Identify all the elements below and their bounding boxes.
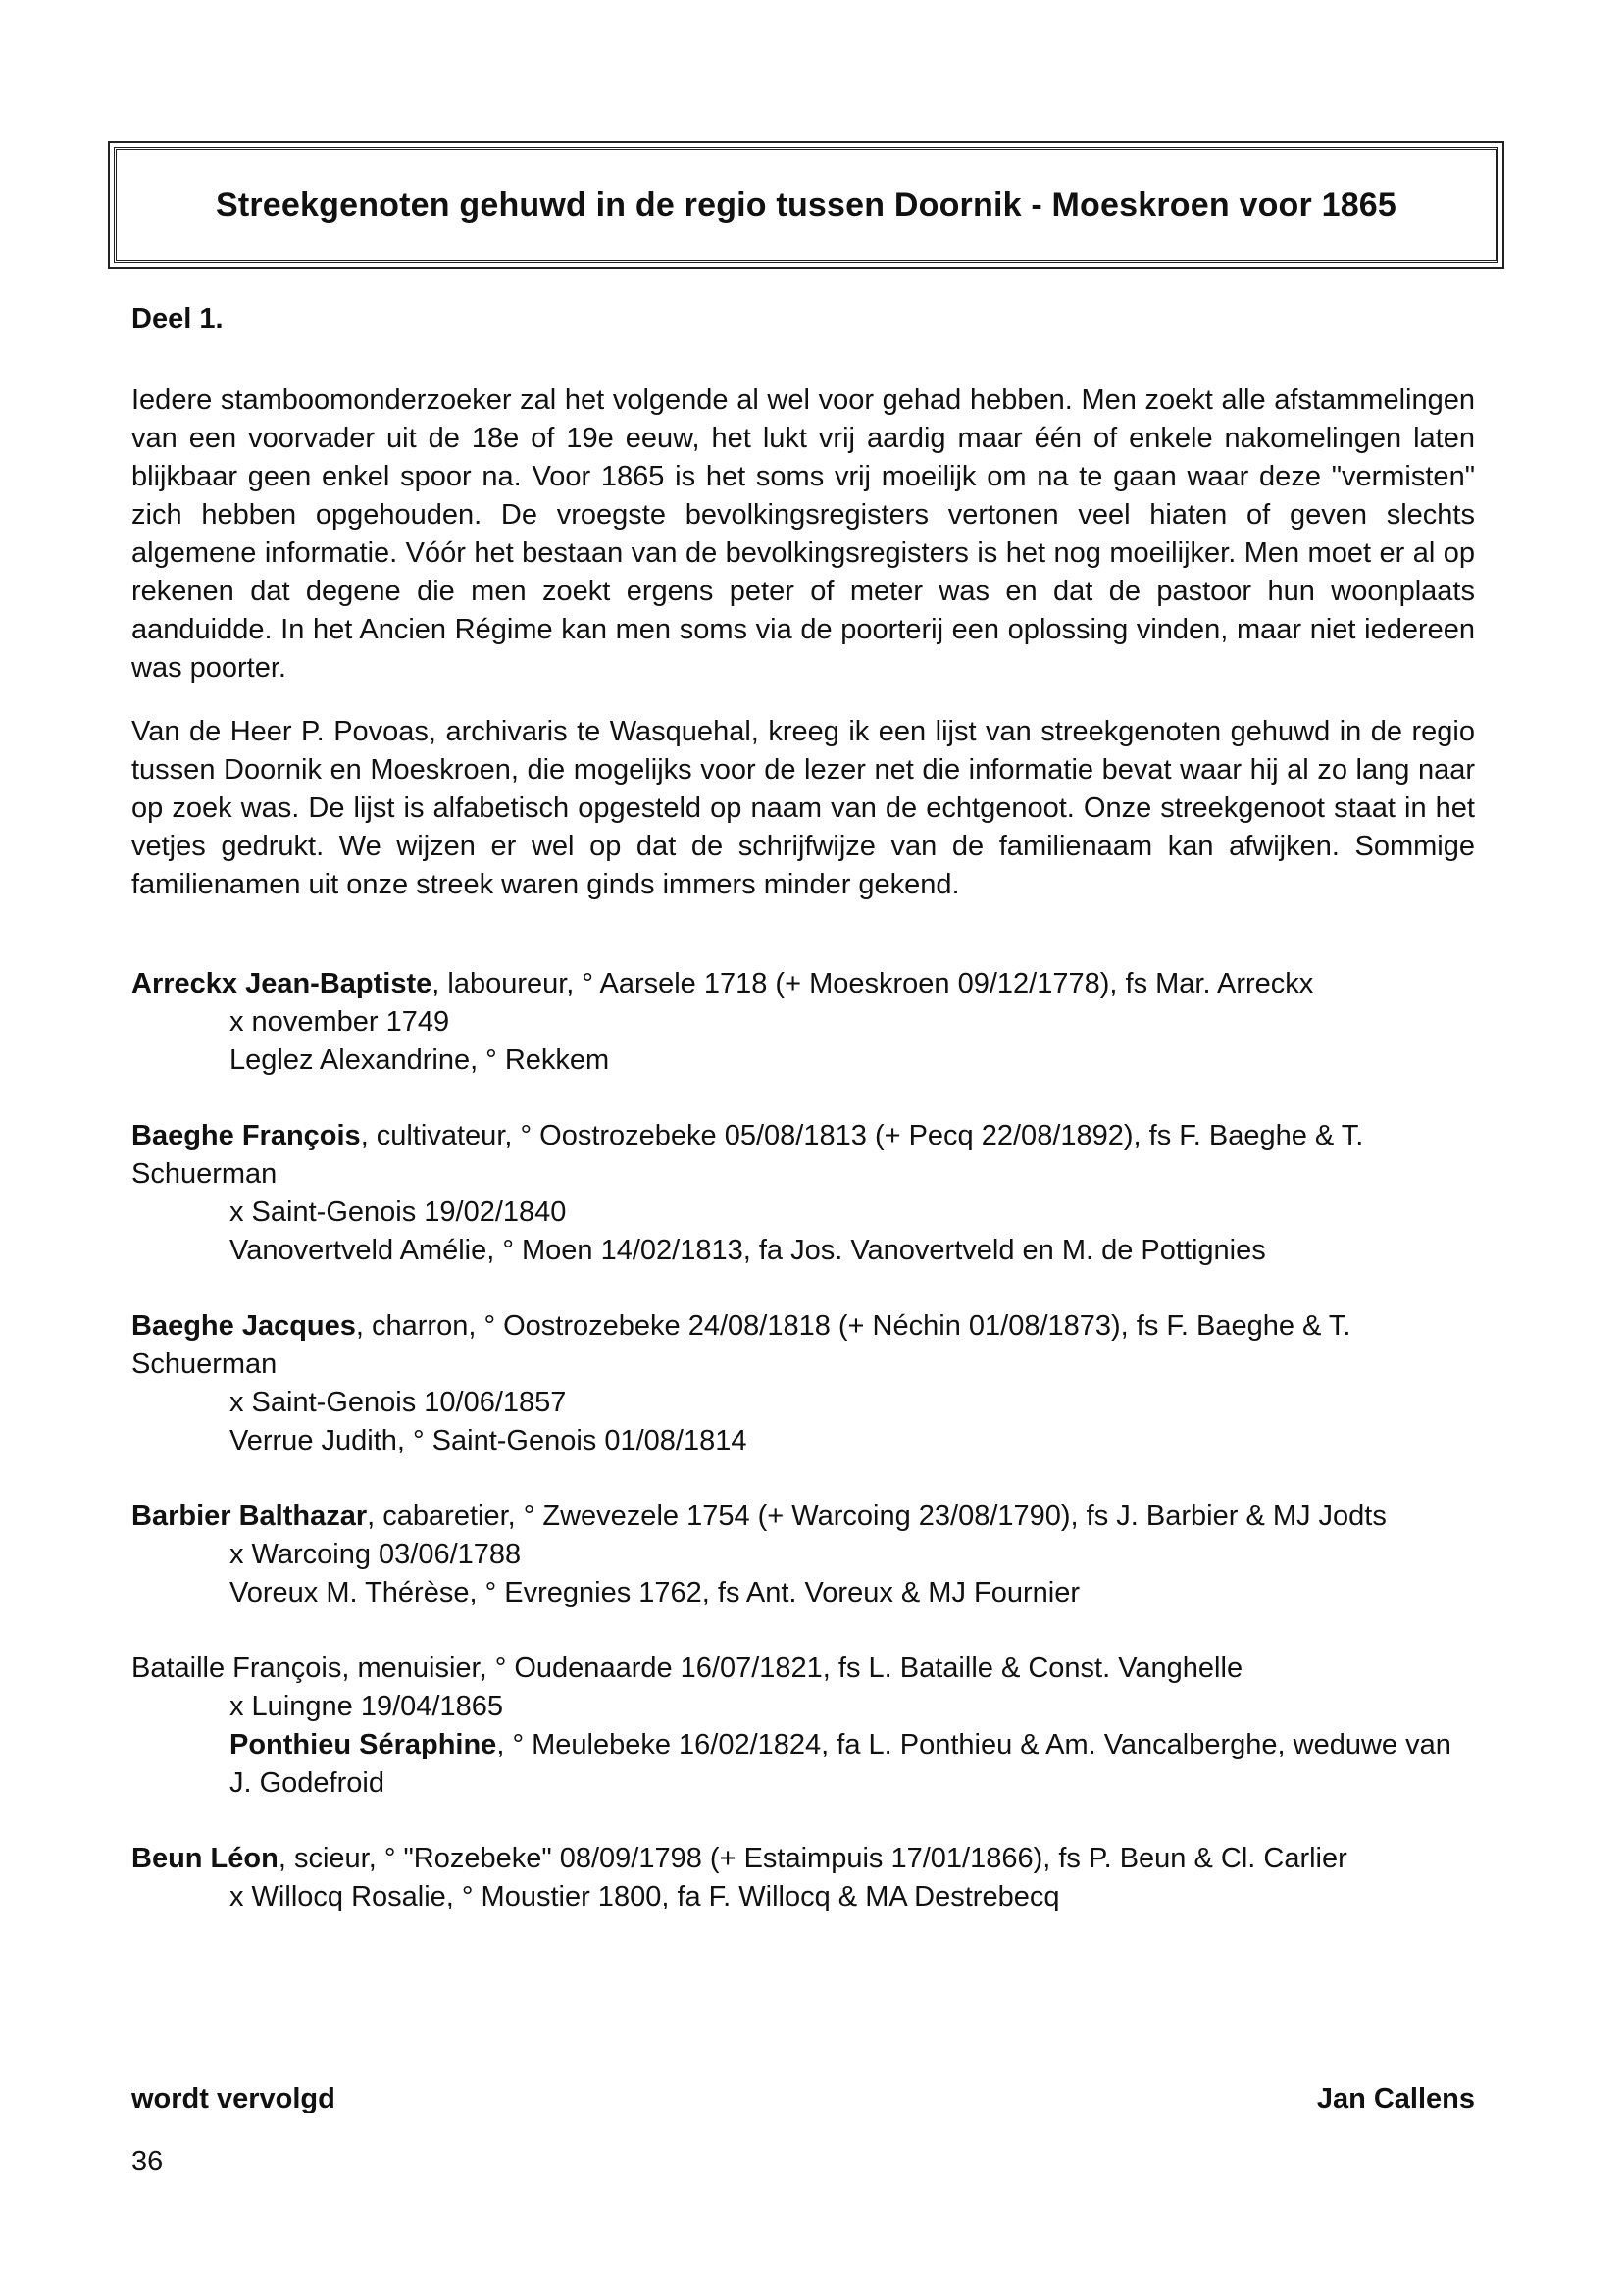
entry-spouse: Vanovertveld Amélie, ° Moen 14/02/1813, fa Jos. Vanovertveld en M. de Pottignies: [229, 1235, 1266, 1266]
entry-spouse: , ° Meulebeke 16/02/1824, fa L. Ponthieu & Am. Vancalberghe, weduwe van J. Godefroid: [229, 1729, 1451, 1799]
title-box: [114, 147, 1498, 263]
entry-marriage: x Warcoing 03/06/1788: [229, 1539, 522, 1570]
entry-details: , scieur, ° "Rozebeke" 08/09/1798 (+ Estaimpuis 17/01/1866), fs P. Beun & Cl. Carlier: [278, 1843, 1347, 1874]
author-name: Jan Callens: [1316, 2083, 1475, 2114]
list-item: [131, 1117, 1475, 1270]
entry-spouse-name: Ponthieu Séraphine: [229, 1729, 497, 1760]
footer: [131, 2083, 1475, 2115]
intro-paragraph-2: Van de Heer P. Povoas, archivaris te Wasquehal, kreeg ik een lijst van streekgenoten gehuwd in de regio tussen Doornik en Moeskroen, die mogelijks voor de lezer net die informatie bevat waar hij al zo lang naar op zoek was. De lijst is alfabetisch opgesteld op naam van de echtgenoot. Onze streekgenoot staat in het vetjes gedrukt. We wijzen er wel op dat de schrijfwijze van de familienaam kan afwijken. Sommige familienamen uit onze streek waren ginds immers minder gekend.: [131, 716, 1475, 900]
entry-spouse: x Willocq Rosalie, ° Moustier 1800, fa F. Willocq & MA Destrebecq: [229, 1881, 1060, 1912]
entry-details: , charron, ° Oostrozebeke 24/08/1818 (+ Néchin 01/08/1873), fs F. Baeghe & T. Schuerman: [131, 1310, 1351, 1380]
entry-marriage: x Saint-Genois 10/06/1857: [229, 1387, 567, 1418]
entry-marriage: x november 1749: [229, 1006, 450, 1038]
entry-name: Baeghe François: [131, 1120, 361, 1151]
entry-name: Beun Léon: [131, 1843, 279, 1874]
continued-note: wordt vervolgd: [131, 2083, 335, 2114]
intro-paragraph-1: Iedere stamboomonderzoeker zal het volgende al wel voor gehad hebben. Men zoekt alle afstammelingen van een voorvader uit de 18e of 19e eeuw, het lukt vrij aardig maar één of enkele nakomelingen laten blijkbaar geen enkel spoor na. Voor 1865 is het soms vrij moeilijk om na te gaan waar deze "vermisten" zich hebben opgehouden. De vroegste bevolkingsregisters vertonen veel hiaten of geven slechts algemene informatie. Vóór het bestaan van de bevolkingsregisters is het nog moeilijker. Men moet er al op rekenen dat degene die men zoekt ergens peter of meter was en dat de pastoor hun woonplaats aanduidde. In het Ancien Régime kan men soms via de poorterij een oplossing vinden, maar niet iedereen was poorter.: [131, 384, 1475, 684]
page-title: Streekgenoten gehuwd in de regio tussen Doornik - Moeskroen voor 1865: [215, 185, 1397, 224]
entry-name: Baeghe Jacques: [131, 1310, 356, 1342]
entry-details: , laboureur, ° Aarsele 1718 (+ Moeskroen 09/12/1778), fs Mar. Arreckx: [431, 968, 1314, 999]
article-body: [131, 300, 1475, 1954]
entry-details: , cultivateur, ° Oostrozebeke 05/08/1813 (+ Pecq 22/08/1892), fs F. Baeghe & T. Schuerman: [131, 1120, 1364, 1190]
entry-details: Bataille François, menuisier, ° Oudenaarde 16/07/1821, fs L. Bataille & Const. Vanghelle: [131, 1653, 1243, 1684]
entry-marriage: x Saint-Genois 19/02/1840: [229, 1196, 567, 1228]
page-number: 36: [131, 2146, 164, 2177]
part-heading: Deel 1.: [131, 303, 224, 334]
list-item: [131, 1840, 1475, 1916]
entry-spouse: Verrue Judith, ° Saint-Genois 01/08/1814: [229, 1425, 747, 1456]
list-item: [131, 1650, 1475, 1803]
entry-spouse: Leglez Alexandrine, ° Rekkem: [229, 1044, 610, 1076]
entry-name: Arreckx Jean-Baptiste: [131, 968, 432, 999]
list-item: [131, 1498, 1475, 1612]
list-item: [131, 1307, 1475, 1460]
entry-marriage: x Luingne 19/04/1865: [229, 1691, 503, 1722]
entry-details: , cabaretier, ° Zwevezele 1754 (+ Warcoing 23/08/1790), fs J. Barbier & MJ Jodts: [367, 1501, 1387, 1532]
entry-list: [131, 965, 1475, 1916]
entry-spouse: Voreux M. Thérèse, ° Evregnies 1762, fs Ant. Voreux & MJ Fournier: [229, 1577, 1080, 1608]
list-item: [131, 965, 1475, 1080]
entry-name: Barbier Balthazar: [131, 1501, 368, 1532]
